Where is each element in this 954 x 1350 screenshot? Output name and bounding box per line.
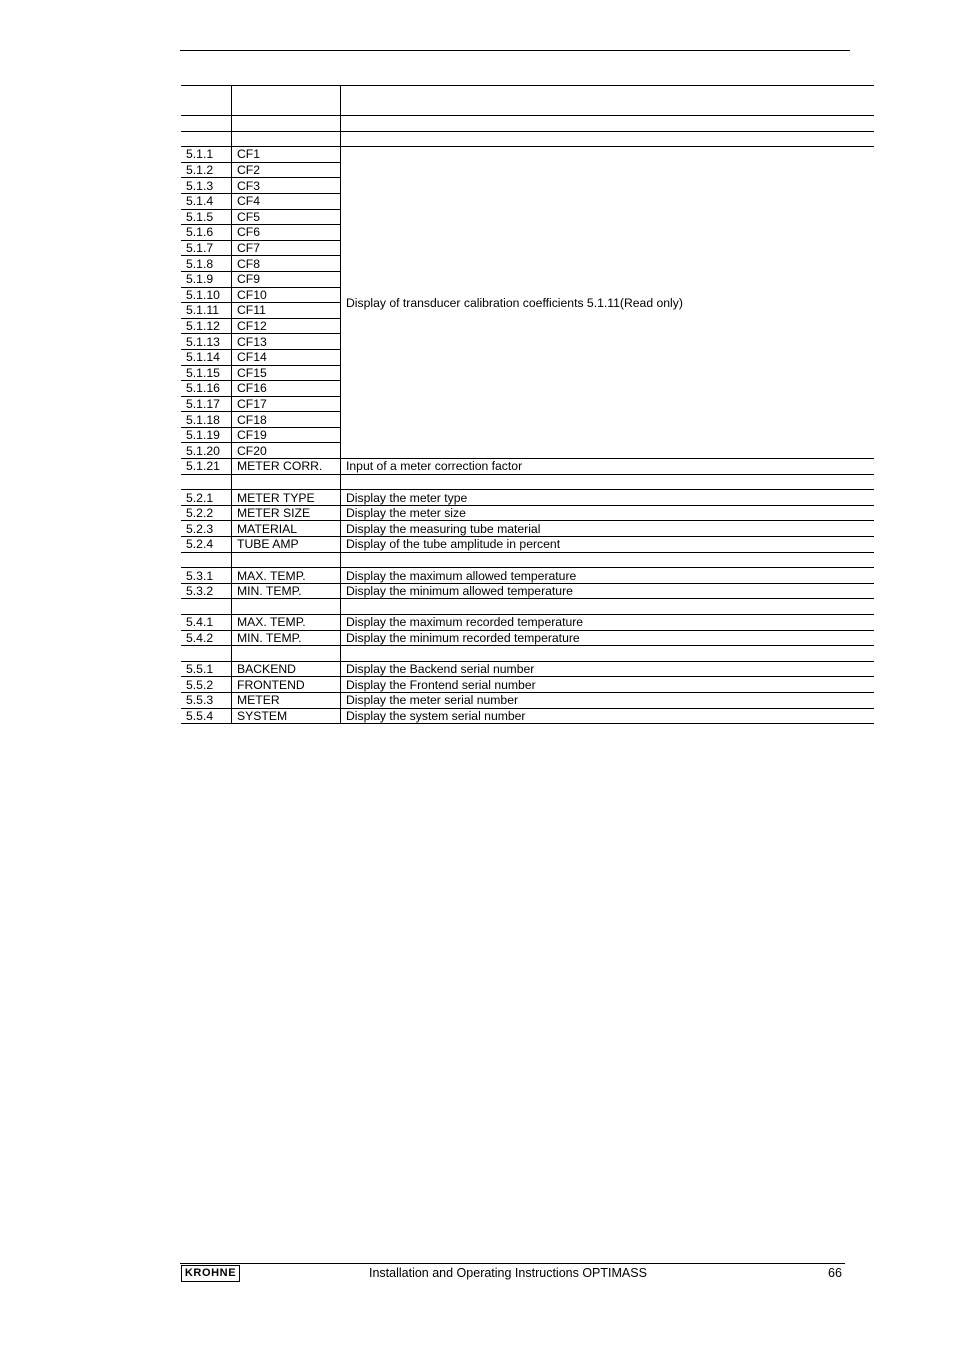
table-row [181, 630, 874, 646]
table-row [181, 615, 874, 631]
table-row [181, 708, 874, 724]
menu-name-cell: METER CORR. [232, 459, 341, 475]
menu-name-cell: CF18 [232, 412, 341, 428]
table-section-row [181, 131, 874, 147]
menu-name-cell: TUBE AMP [232, 537, 341, 553]
menu-number-cell [181, 131, 232, 147]
table-row [181, 147, 874, 163]
menu-name-cell [232, 599, 341, 615]
menu-description-cell [341, 116, 875, 132]
menu-number-cell: 5.1.10 [181, 287, 232, 303]
menu-name-cell: CF9 [232, 271, 341, 287]
menu-description-cell [341, 86, 875, 116]
menu-description-cell [341, 552, 875, 568]
menu-name-cell [232, 552, 341, 568]
menu-number-cell: 5.1.14 [181, 349, 232, 365]
menu-number-cell [181, 86, 232, 116]
table-row [181, 661, 874, 677]
menu-number-cell: 5.3.1 [181, 568, 232, 584]
table-header-row [181, 86, 874, 116]
table-section-row [181, 599, 874, 615]
menu-name-cell: CF12 [232, 318, 341, 334]
menu-name-cell [232, 646, 341, 662]
menu-number-cell: 5.1.4 [181, 193, 232, 209]
table-row [181, 537, 874, 553]
table-row [181, 677, 874, 693]
menu-number-cell: 5.1.11 [181, 303, 232, 319]
menu-number-cell: 5.4.1 [181, 615, 232, 631]
menu-name-cell: MAX. TEMP. [232, 568, 341, 584]
menu-name-cell [232, 116, 341, 132]
menu-description-cell: Display the minimum allowed temperature [341, 583, 875, 599]
menu-description-cell: Display the system serial number [341, 708, 875, 724]
menu-number-cell: 5.1.9 [181, 271, 232, 287]
menu-description-cell [341, 474, 875, 490]
menu-description-cell: Display the maximum recorded temperature [341, 615, 875, 631]
menu-name-cell: CF11 [232, 303, 341, 319]
menu-name-cell: METER SIZE [232, 505, 341, 521]
menu-description-cell: Display the Frontend serial number [341, 677, 875, 693]
menu-name-cell: METER TYPE [232, 490, 341, 506]
menu-number-cell: 5.1.21 [181, 459, 232, 475]
menu-number-cell: 5.1.19 [181, 427, 232, 443]
menu-description-cell: Display the minimum recorded temperature [341, 630, 875, 646]
menu-number-cell: 5.5.3 [181, 692, 232, 708]
menu-number-cell: 5.1.1 [181, 147, 232, 163]
menu-description-cell: Display the maximum allowed temperature [341, 568, 875, 584]
menu-number-cell: 5.2.4 [181, 537, 232, 553]
menu-number-cell: 5.5.1 [181, 661, 232, 677]
table-row [181, 459, 874, 475]
menu-name-cell: CF2 [232, 162, 341, 178]
calibration-description-cell: Display of transducer calibration coefficients 5.1.11(Read only) [341, 147, 875, 459]
menu-name-cell: CF16 [232, 381, 341, 397]
menu-number-cell: 5.1.15 [181, 365, 232, 381]
menu-number-cell [181, 599, 232, 615]
menu-name-cell: MIN. TEMP. [232, 630, 341, 646]
menu-name-cell [232, 131, 341, 147]
menu-number-cell: 5.1.6 [181, 225, 232, 241]
menu-number-cell: 5.5.4 [181, 708, 232, 724]
table-row [181, 505, 874, 521]
menu-number-cell: 5.1.17 [181, 396, 232, 412]
footer-title: Installation and Operating Instructions OPTIMASS [369, 1266, 647, 1280]
menu-name-cell: SYSTEM [232, 708, 341, 724]
menu-description-cell [341, 646, 875, 662]
menu-name-cell: CF7 [232, 240, 341, 256]
menu-number-cell: 5.1.2 [181, 162, 232, 178]
menu-name-cell: CF19 [232, 427, 341, 443]
menu-name-cell: MIN. TEMP. [232, 583, 341, 599]
page-number: 66 [828, 1266, 842, 1280]
menu-name-cell: CF8 [232, 256, 341, 272]
menu-description-cell: Display the measuring tube material [341, 521, 875, 537]
menu-number-cell [181, 552, 232, 568]
menu-number-cell: 5.2.3 [181, 521, 232, 537]
menu-name-cell: CF4 [232, 193, 341, 209]
menu-number-cell: 5.3.2 [181, 583, 232, 599]
menu-description-cell: Display the Backend serial number [341, 661, 875, 677]
table-section-row [181, 116, 874, 132]
menu-name-cell: BACKEND [232, 661, 341, 677]
menu-number-cell: 5.1.16 [181, 381, 232, 397]
table-row [181, 490, 874, 506]
header-rule [180, 50, 850, 51]
table-row [181, 521, 874, 537]
menu-number-cell: 5.1.5 [181, 209, 232, 225]
menu-description-cell [341, 131, 875, 147]
function-menu-table [181, 85, 874, 724]
menu-number-cell: 5.1.7 [181, 240, 232, 256]
table-section-row [181, 646, 874, 662]
menu-number-cell: 5.1.8 [181, 256, 232, 272]
menu-name-cell: FRONTEND [232, 677, 341, 693]
table-row [181, 692, 874, 708]
menu-name-cell: CF17 [232, 396, 341, 412]
menu-number-cell: 5.5.2 [181, 677, 232, 693]
menu-number-cell: 5.4.2 [181, 630, 232, 646]
menu-description-cell: Display the meter size [341, 505, 875, 521]
menu-name-cell: CF3 [232, 178, 341, 194]
menu-description-cell: Display of the tube amplitude in percent [341, 537, 875, 553]
menu-number-cell: 5.1.3 [181, 178, 232, 194]
footer-rule [180, 1263, 845, 1264]
menu-name-cell: METER [232, 692, 341, 708]
table-section-row [181, 474, 874, 490]
menu-number-cell: 5.1.20 [181, 443, 232, 459]
table-section-row [181, 552, 874, 568]
menu-name-cell: CF15 [232, 365, 341, 381]
menu-name-cell [232, 474, 341, 490]
menu-name-cell: CF10 [232, 287, 341, 303]
menu-name-cell: CF5 [232, 209, 341, 225]
menu-description-cell [341, 599, 875, 615]
menu-name-cell: CF14 [232, 349, 341, 365]
menu-description-cell: Input of a meter correction factor [341, 459, 875, 475]
table-row [181, 583, 874, 599]
menu-name-cell: MATERIAL [232, 521, 341, 537]
menu-name-cell: CF20 [232, 443, 341, 459]
menu-number-cell [181, 116, 232, 132]
menu-number-cell: 5.1.12 [181, 318, 232, 334]
menu-number-cell: 5.2.1 [181, 490, 232, 506]
menu-description-cell: Display the meter serial number [341, 692, 875, 708]
menu-name-cell [232, 86, 341, 116]
menu-number-cell: 5.1.13 [181, 334, 232, 350]
menu-number-cell: 5.2.2 [181, 505, 232, 521]
menu-number-cell [181, 474, 232, 490]
menu-description-cell: Display the meter type [341, 490, 875, 506]
menu-name-cell: CF6 [232, 225, 341, 241]
krohne-logo: KROHNE [181, 1265, 240, 1282]
table-row [181, 568, 874, 584]
menu-name-cell: MAX. TEMP. [232, 615, 341, 631]
menu-number-cell [181, 646, 232, 662]
menu-name-cell: CF1 [232, 147, 341, 163]
menu-number-cell: 5.1.18 [181, 412, 232, 428]
menu-name-cell: CF13 [232, 334, 341, 350]
